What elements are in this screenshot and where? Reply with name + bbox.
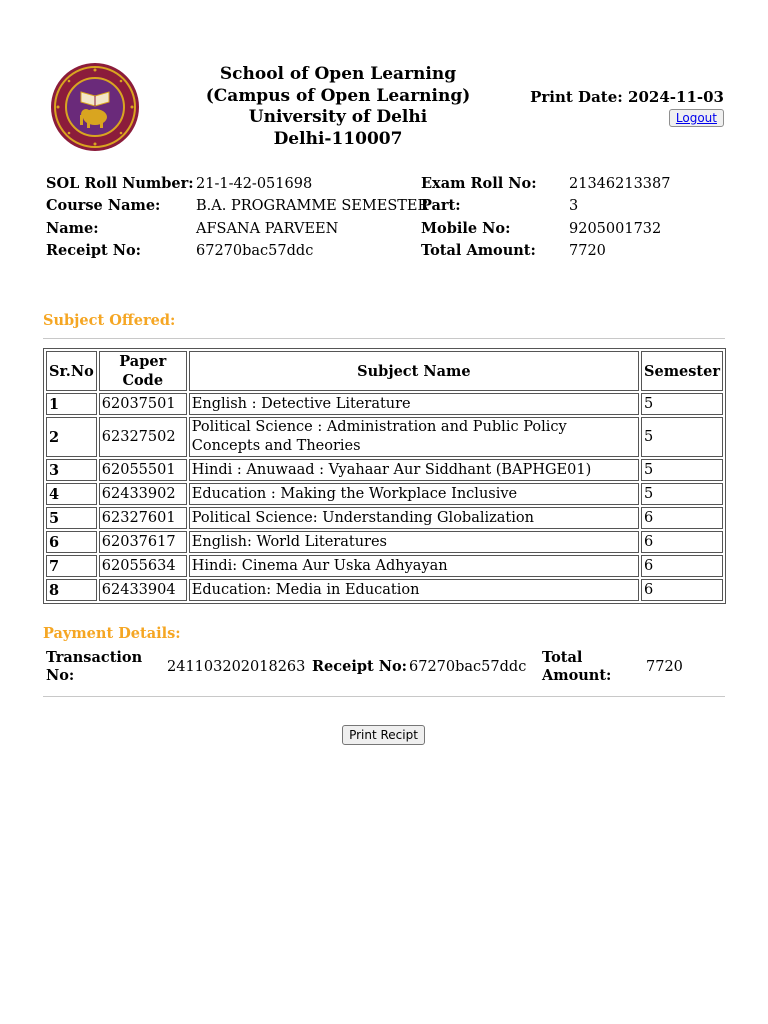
- exam-roll-value: 21346213387: [569, 176, 671, 192]
- subject-cell: Hindi : Anuwaad : Vyahaar Aur Siddhant (BAPHGE01): [189, 459, 639, 481]
- table-row: [46, 579, 723, 601]
- print-date-label: Print Date:: [530, 88, 623, 106]
- info-row: [46, 195, 726, 217]
- table-row: [46, 393, 723, 415]
- code-cell: 62055501: [99, 459, 187, 481]
- code-cell: 62327601: [99, 507, 187, 529]
- name-label: Name:: [46, 219, 99, 237]
- subject-cell: Education : Making the Workplace Inclusive: [189, 483, 639, 505]
- institution-header: [200, 64, 476, 150]
- col-header-subject: Subject Name: [189, 351, 639, 391]
- university-name: University of Delhi: [248, 107, 428, 127]
- code-cell: 62327502: [99, 417, 187, 457]
- subject-cell: Political Science : Administration and Public Policy Concepts and Theories: [189, 417, 639, 457]
- sr-cell: 6: [46, 531, 97, 553]
- info-row: [46, 240, 726, 262]
- semester-cell: 5: [641, 459, 723, 481]
- sol-roll-label: SOL Roll Number:: [46, 175, 194, 192]
- transaction-no-label: Transaction No:: [46, 649, 143, 684]
- table-row: [46, 483, 723, 505]
- receipt-value: 67270bac57ddc: [196, 242, 314, 259]
- info-row: [46, 218, 726, 240]
- mobile-value: 9205001732: [569, 220, 662, 237]
- payment-total-label: Total Amount:: [542, 649, 612, 684]
- campus-name: (Campus of Open Learning): [205, 85, 471, 106]
- semester-cell: 5: [641, 483, 723, 505]
- part-value: 3: [569, 198, 579, 215]
- subject-cell: Education: Media in Education: [189, 579, 639, 601]
- payment-total-value: 7720: [646, 659, 683, 675]
- col-header-code: Paper Code: [99, 351, 187, 391]
- transaction-no-value: 241103202018263: [167, 659, 306, 675]
- subject-offered-title: Subject Offered:: [43, 312, 176, 329]
- payment-details: [46, 649, 726, 687]
- table-row: [46, 459, 723, 481]
- subject-cell: Hindi: Cinema Aur Uska Adhyayan: [189, 555, 639, 577]
- table-row: [46, 507, 723, 529]
- code-cell: 62037501: [99, 393, 187, 415]
- semester-cell: 6: [641, 555, 723, 577]
- sr-cell: 8: [46, 579, 97, 601]
- course-value: B.A. PROGRAMME SEMESTER: [196, 198, 429, 215]
- sr-cell: 1: [46, 393, 97, 415]
- sr-cell: 2: [46, 417, 97, 457]
- semester-cell: 6: [641, 507, 723, 529]
- header-right: [530, 87, 724, 127]
- divider: [43, 696, 725, 697]
- code-cell: 62433902: [99, 483, 187, 505]
- table-row: [46, 531, 723, 553]
- table-header-row: [46, 351, 723, 391]
- course-label: Course Name:: [46, 197, 161, 215]
- name-value: AFSANA PARVEEN: [196, 220, 339, 237]
- institution-name: School of Open Learning: [219, 64, 457, 84]
- subject-cell: English: World Literatures: [189, 531, 639, 553]
- student-info: [46, 173, 726, 262]
- divider: [43, 338, 725, 339]
- print-receipt-button[interactable]: Print Recipt: [342, 725, 425, 745]
- semester-cell: 6: [641, 579, 723, 601]
- university-seal-logo: [50, 62, 140, 152]
- code-cell: 62037617: [99, 531, 187, 553]
- semester-cell: 5: [641, 393, 723, 415]
- table-row: [46, 555, 723, 577]
- payment-details-title: Payment Details:: [43, 625, 181, 642]
- col-header-sr: Sr.No: [46, 351, 97, 391]
- col-header-semester: Semester: [641, 351, 723, 391]
- table-row: [46, 417, 723, 457]
- logout-button[interactable]: Logout: [669, 109, 724, 127]
- sr-cell: 7: [46, 555, 97, 577]
- info-row: [46, 173, 726, 195]
- payment-receipt-label: Receipt No:: [312, 658, 408, 675]
- subject-cell: Political Science: Understanding Globalization: [189, 507, 639, 529]
- exam-roll-label: Exam Roll No:: [421, 175, 537, 192]
- sol-roll-value: 21-1-42-051698: [196, 176, 313, 192]
- payment-receipt-value: 67270bac57ddc: [409, 659, 527, 675]
- semester-cell: 6: [641, 531, 723, 553]
- print-date: [530, 87, 724, 107]
- semester-cell: 5: [641, 417, 723, 457]
- print-date-value: 2024-11-03: [628, 88, 724, 106]
- part-label: Part:: [421, 197, 461, 215]
- subjects-table: [43, 348, 726, 604]
- total-amount-label: Total Amount:: [421, 241, 536, 259]
- code-cell: 62433904: [99, 579, 187, 601]
- sr-cell: 4: [46, 483, 97, 505]
- mobile-label: Mobile No:: [421, 219, 511, 237]
- total-amount-value: 7720: [569, 242, 606, 259]
- sr-cell: 5: [46, 507, 97, 529]
- subject-cell: English : Detective Literature: [189, 393, 639, 415]
- sr-cell: 3: [46, 459, 97, 481]
- university-address: Delhi-110007: [273, 128, 403, 149]
- code-cell: 62055634: [99, 555, 187, 577]
- receipt-label: Receipt No:: [46, 241, 142, 259]
